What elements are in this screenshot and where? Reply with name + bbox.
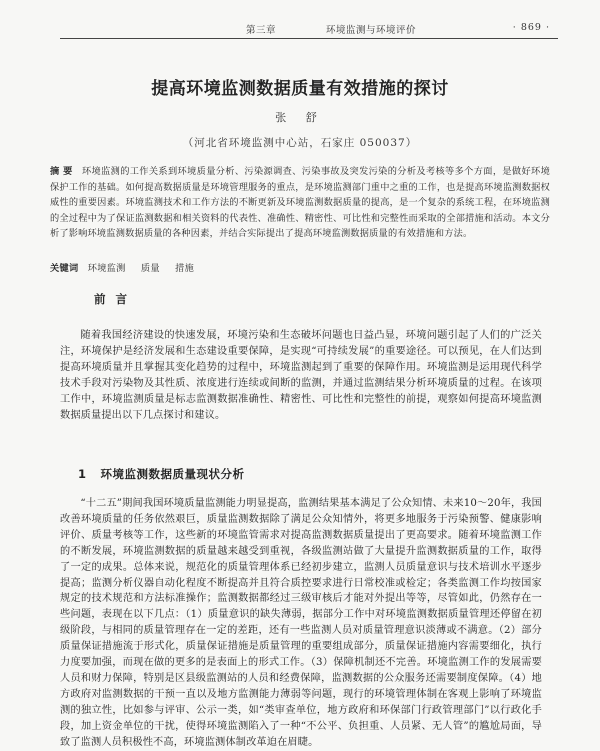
page-number: · 869 · <box>512 22 550 33</box>
section-1-paragraph: “十二五”期间我国环境质量监测能力明显提高，监测结果基本满足了公众知情、未来10～20年，我国改善环境质量的任务依然艰巨，质量监测数据除了满足公众知情外，将更多地服务于污染预警、健康影响评价、质量考核等工作，这些新的环境监管需求对提高监测数据质量提出了更高要求。随着环境监测工作的不断发展，环境监测数据的质量越来越受到重视，各级监测站做了大量提升监测数据质量的工作，取得了一定的成果。总体来说，规范化的质量管理体系已经初步建立，监测人员质量意识与技术培训水平逐步提高；监测分析仪器自动化程度不断提高并且符合质控要求进行日常校准或检定；各类监测工作均按国家规定的技术规范和方法标准操作；监测数据都经过三级审核后才能对外提出等等，尽管如此，仍然存在一些问题，表现在以下几点：（1）质量意识的缺失薄弱，据部分工作中对环境监测数据质量管理还停留在初级阶段，与相同的质量管理存在一定的差距，还有一些监测人员对质量管理意识淡薄或不满意。（2）部分质量保证措施流于形式化，质量保证措施是质量管理的重要组成部分，质量保证措施内容需要细化，执行力度要加强，而现在做的更多的是表面上的形式工作。（3）保障机制还不完善。环境监测工作的发展需要人员和财力保障，特别是区县级监测站的人员和经费保障，监测数据的公众服务还需要制度保障。（4）地方政府对监测数据的干预一直以及地方监测能力薄弱等问题，现行的环境管理体制在客观上影响了环境监测的独立性，比如参与评审、公示一类，如“类审查单位，地方政府和环保部门行政管理部门”以行政化手段，加上资金单位的干扰，使得环境监测陷入了一种“不公平、负担重、人员紧、无人管”的尴尬局面，导致了监测人员积极性不高，环境监测体制改革迫在眉睫。 <box>60 498 542 748</box>
keyword: 环境监测 <box>87 263 126 274</box>
header-section-title: 环境监测与环境评价 <box>326 25 417 36</box>
preface-heading: 前言 <box>94 292 137 306</box>
running-header <box>60 22 558 39</box>
preface-paragraph: 随着我国经济建设的快速发展，环境污染和生态破坏问题也日益凸显，环境问题引起了人们的广泛关注，环境保护是经济发展和生态建设重要保障，是实现“可持续发展”的重要途径。可以预见，在人们达到提高环境质量并且掌握其变化趋势的过程中，环境监测起到了重要的保障作用。环境监测是运用现代科学技术手段对污染物及其性质、浓度进行连续或间断的监测，并通过监测结果分析环境质量的过程。在该项工作中，环境监测质量是标志监测数据准确性、精密性、可比性和完整性的前提，观察如何提高环境监测数据质量提出以下几点探讨和建议。 <box>60 330 542 421</box>
abstract <box>50 164 550 242</box>
keyword: 措施 <box>175 263 195 274</box>
section-number: 1 <box>78 467 87 481</box>
paper-title: 提高环境监测数据质量有效措施的探讨 <box>151 79 449 99</box>
section-1-heading <box>78 466 245 482</box>
keywords <box>50 260 550 274</box>
abstract-label: 摘 要 <box>50 166 73 177</box>
section-title: 环境监测数据质量现状分析 <box>100 467 245 481</box>
author: 张 舒 <box>275 111 325 124</box>
keywords-label: 关键词 <box>50 263 79 274</box>
abstract-text: 环境监测的工作关系到环境质量分析、污染源调查、污染事故及突发污染的分析及考核等多个方面，是做好环境保护工作的基础。如何提高数据质量是环境管理服务的重点，是环境监测部门重中之重的工作，也是提高环境监测数据权威性的重要因素。环境监测技术和工作方法的不断更新及环境监测数据质量的提高，是一个复杂的系统工程，在环境监测的全过程中为了保证监测数据和相关资料的代表性、准确性、精密性、可比性和完整性而采取的全部措施和活动。本文分析了影响环境监测数据质量的各种因素，并结合实际提出了提高环境监测数据质量的有效措施和方法。 <box>50 166 550 240</box>
keyword: 质量 <box>140 263 160 274</box>
affiliation: （河北省环境监测中心站，石家庄 050037） <box>182 137 418 149</box>
header-chapter: 第三章 <box>246 25 277 36</box>
